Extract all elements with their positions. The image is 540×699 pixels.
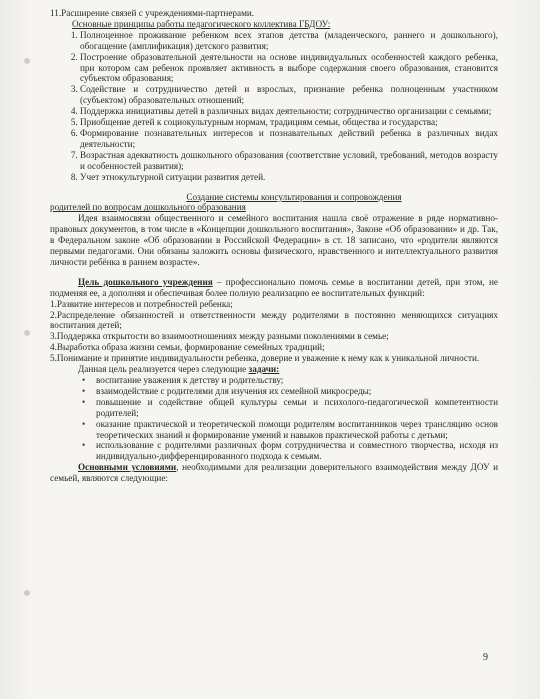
principles-list — [50, 30, 498, 183]
conditions-text: , необходимыми для реализации доверительного взаимодействия между ДОУ и семьей, являются следующие: — [50, 462, 498, 484]
function-item: 5.Понимание и принятие индивидуальности ребенка, доверие и уважение к нему как к уникальной личности. — [50, 353, 480, 364]
goal-label: Цель дошкольного учреждения — [78, 276, 213, 287]
principle-item: 4. Поддержка инициативы детей в различных видах деятельности; сотрудничество организации с семьями; — [80, 106, 498, 117]
task-item: • повышение и содействие общей культуры семьи и психолого-педагогической компетентности родителей; — [96, 397, 498, 419]
task-item: • взаимодействие с родителями для изучения их семейной микросреды; — [96, 386, 498, 397]
tasks-label: задачи: — [248, 364, 280, 375]
goal-paragraph — [50, 277, 498, 299]
tasks-intro — [50, 364, 498, 375]
binder-hole — [24, 590, 30, 596]
binder-hole — [24, 58, 30, 64]
section-title-line-2: родителей по вопросам дошкольного образования — [50, 202, 246, 213]
goal-text: – профессионально помочь семье в воспитании детей, при этом, не подменяя ее, а дополняя и обеспечивая более полную реализацию ее воспитательных функций: — [50, 276, 498, 298]
intro-paragraph: Идея взаимосвязи общественного и семейного воспитания нашла своё отражение в ряде нормативно-правовых документов, в том числе в «Концепции дошкольного воспитания», Законе «Об образовании» и др. Так, в Федеральном законе «Об образовании в Российской Федерации» в ст. 18 записано, что «родители являются первыми педагогами. Они обязаны заложить основы физического, нравственного и интеллектуального развития личности ребёнка в раннем возрасте». — [50, 213, 498, 267]
task-item: • оказание практической и теоретической помощи родителям воспитанников через трансляцию основ теоретических знаний и формирование умений и навыков практической работы с детьми; — [96, 419, 498, 441]
document-body — [50, 8, 498, 484]
principles-title: Основные принципы работы педагогического коллектива ГБДОУ: — [72, 18, 331, 29]
tasks-intro-text: Данная цель реализуется через следующие — [78, 364, 249, 375]
principle-item: 8. Учет этнокультурной ситуации развития детей. — [80, 172, 498, 183]
section-title-line-1: Создание системы консультирования и сопровождения — [186, 191, 402, 202]
principle-item: 3. Содействие и сотрудничество детей и взрослых, признание ребенка полноценным участником (субъектом) образовательных отношений; — [80, 84, 498, 106]
principle-item: 7. Возрастная адекватность дошкольного образования (соответствие условий, требований, методов возрасту и особенностей развития); — [80, 150, 498, 172]
tasks-list — [50, 375, 498, 462]
binder-hole — [24, 330, 30, 336]
principle-item: 1. Полноценное проживание ребенком всех этапов детства (младенческого, раннего и дошкольного), обогащение (амплификация) детского развития; — [80, 30, 498, 52]
conditions-paragraph — [50, 462, 498, 484]
header-line: 11.Расширение связей с учреждениями-партнерами. — [50, 8, 255, 18]
function-item: 4.Выработка образа жизни семьи, формирование семейных традиций; — [50, 342, 325, 353]
page-number: 9 — [483, 652, 488, 663]
function-item: 2.Распределение обязанностей и ответственности между родителями в постоянно меняющихся ситуациях воспитания детей; — [50, 309, 498, 331]
conditions-label: Основными условиями — [78, 462, 177, 473]
functions-list — [50, 299, 498, 364]
principle-item: 5. Приобщение детей к социокультурным нормам, традициям семьи, общества и государства; — [80, 117, 498, 128]
task-item: • воспитание уважения к детству и родительству; — [96, 375, 498, 386]
principle-item: 6. Формирование познавательных интересов и познавательных действий ребенка в различных видах деятельности; — [80, 128, 498, 150]
function-item: 1.Развитие интересов и потребностей ребенка; — [50, 298, 233, 309]
principle-item: 2. Построение образовательной деятельности на основе индивидуальных особенностей каждого ребенка, при котором сам ребенок проявляет активность в выборе содержания своего образования, становится субъектом образования; — [80, 52, 498, 85]
task-item: • использование с родителями различных форм сотрудничества и совместного творчества, исходя из индивидуально-дифференцированного подхода к семьям. — [96, 440, 498, 462]
function-item: 3.Поддержка открытости во взаимоотношениях между разными поколениями в семье; — [50, 331, 389, 342]
